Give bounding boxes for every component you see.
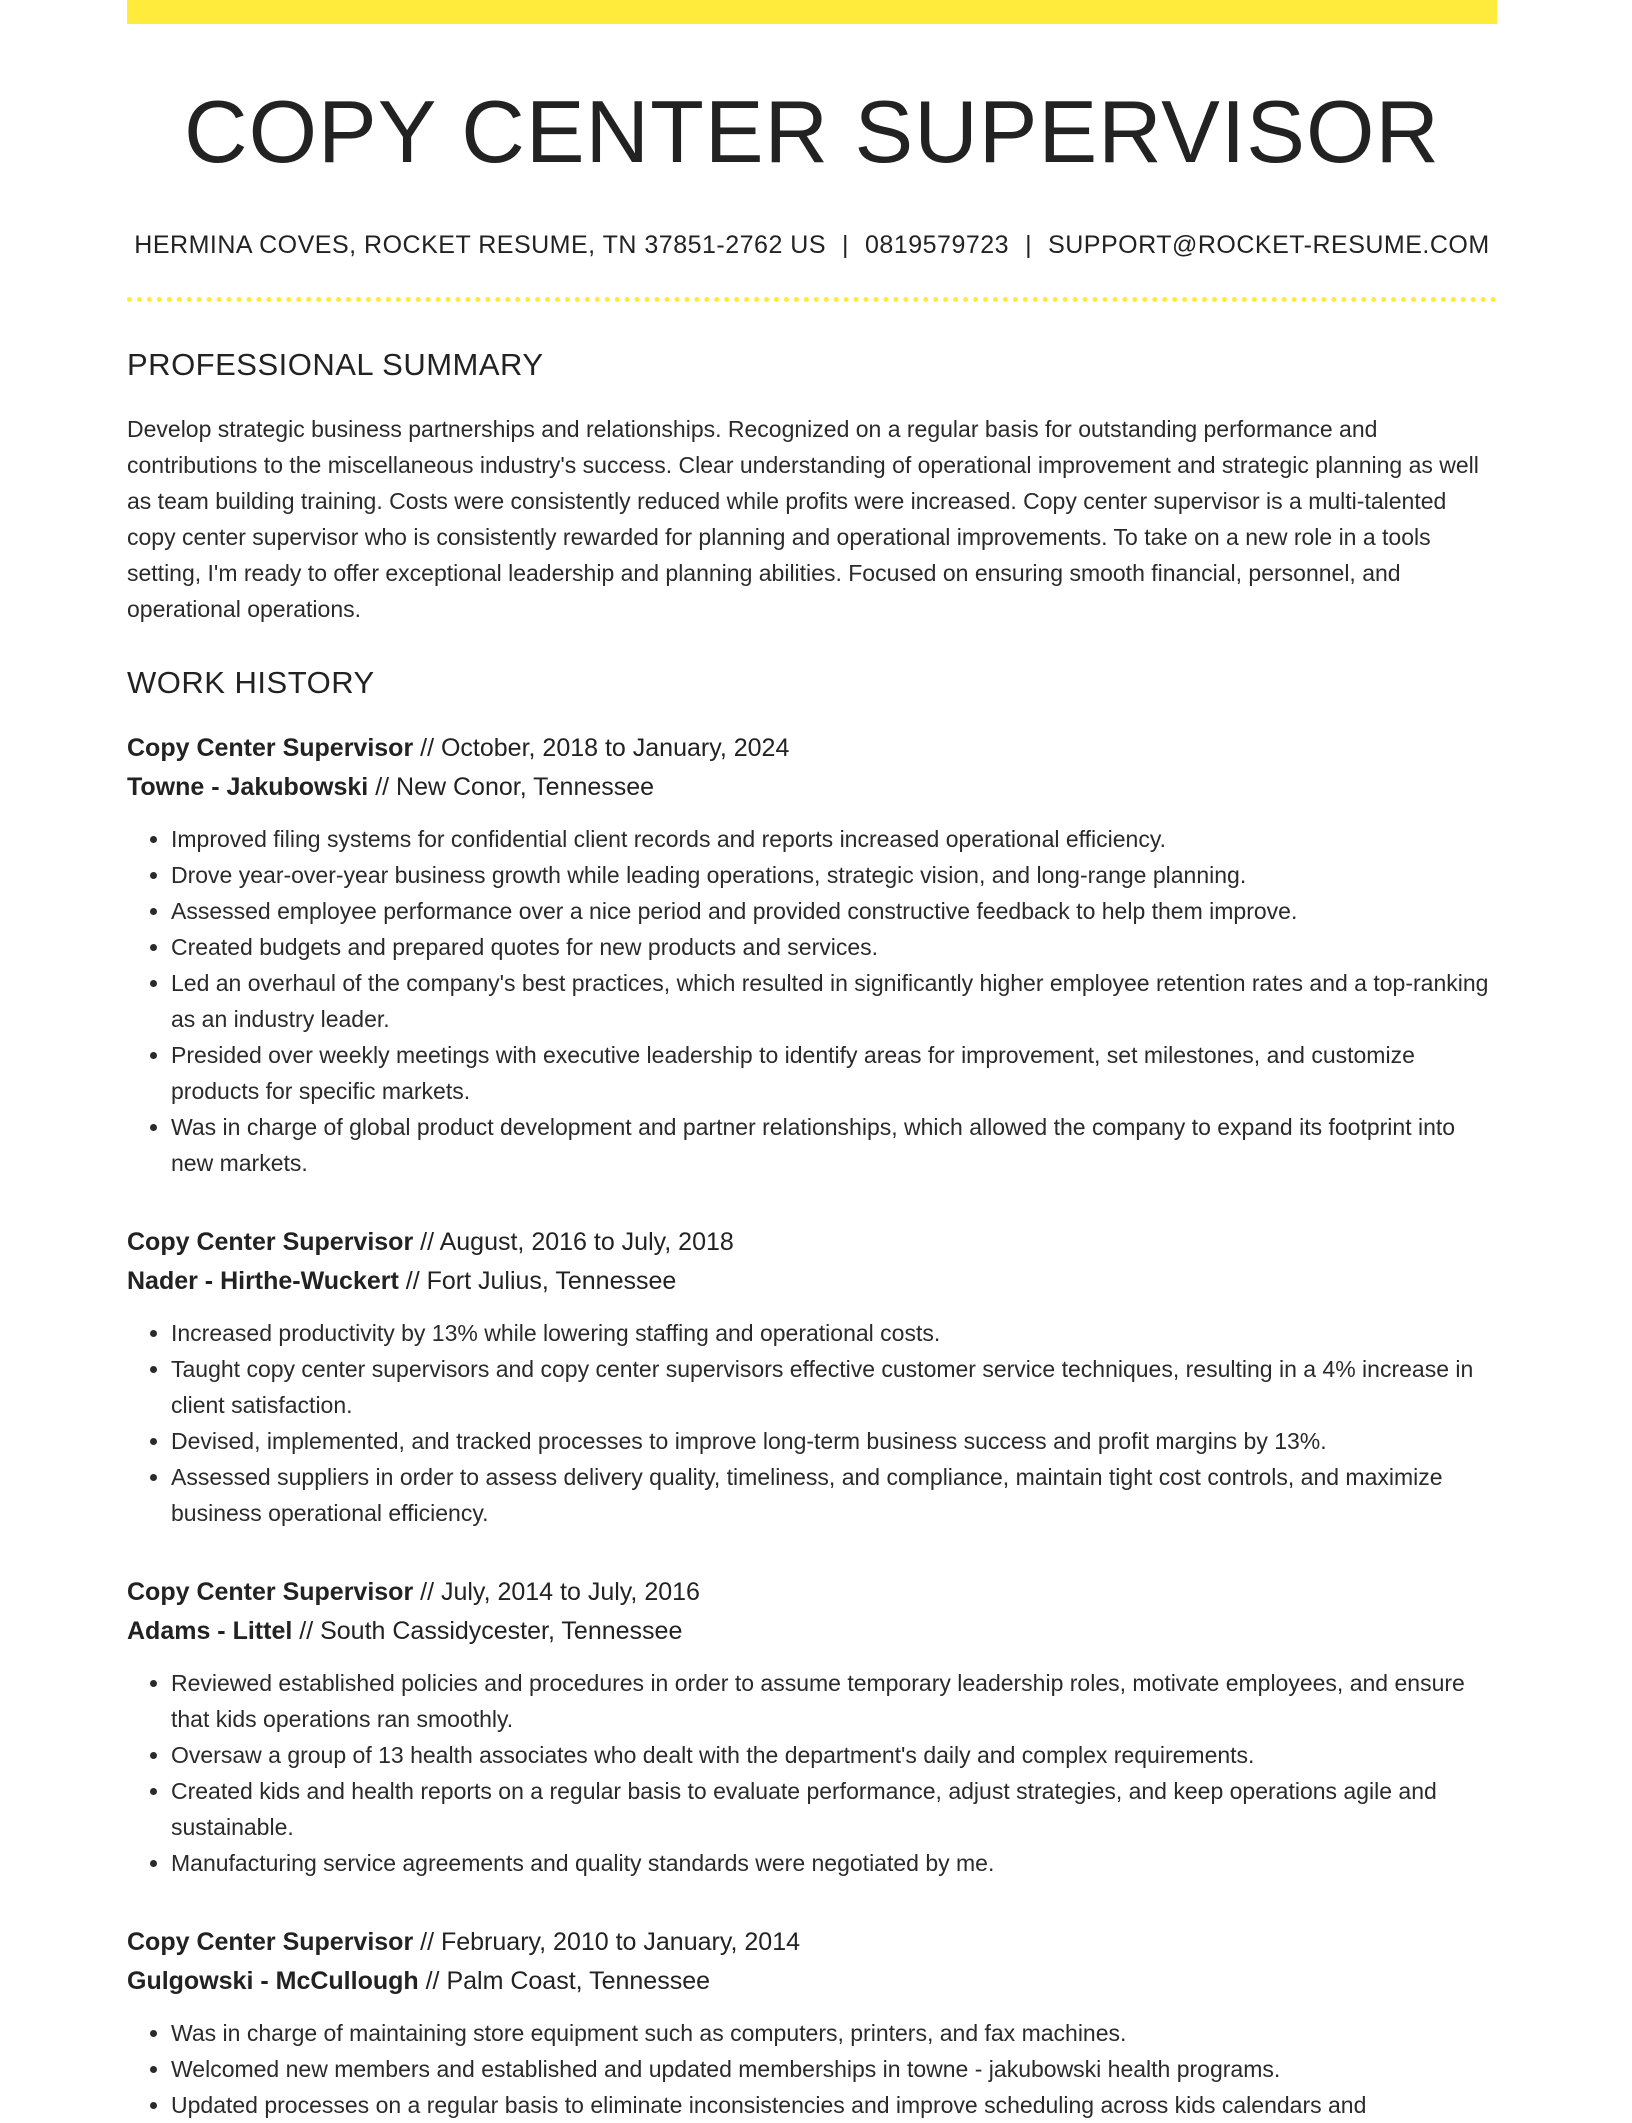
job-entry	[127, 1223, 1497, 1531]
list-item: • Assessed employee performance over a nice period and provided constructive feedback to help them improve.	[171, 893, 1497, 929]
list-item: • Was in charge of global product development and partner relationships, which allowed the company to expand its footprint into new markets.	[171, 1109, 1497, 1181]
job-list	[127, 729, 1497, 2123]
job-company-line	[127, 1962, 1497, 2001]
accent-bar	[127, 0, 1497, 24]
job-company-line	[127, 1262, 1497, 1301]
list-item: • Reviewed established policies and procedures in order to assume temporary leadership roles, motivate employees, and ensure that kids operations ran smoothly.	[171, 1665, 1497, 1737]
job-bullets	[127, 2015, 1497, 2123]
job-bullets	[127, 821, 1497, 1181]
job-entry	[127, 1573, 1497, 1881]
job-dates: // October, 2018 to January, 2024	[420, 733, 790, 762]
job-company: Gulgowski - McCullough	[127, 1966, 419, 1995]
contact-email[interactable]: SUPPORT@ROCKET-RESUME.COM	[1048, 230, 1490, 259]
contact-line	[127, 231, 1497, 260]
contact-separator: |	[1025, 230, 1033, 259]
work-history-heading: WORK HISTORY	[127, 664, 375, 700]
list-item: • Presided over weekly meetings with executive leadership to identify areas for improvement, set milestones, and customize products for specific markets.	[171, 1037, 1497, 1109]
resume-title: COPY CENTER SUPERVISOR	[184, 82, 1440, 181]
list-item: • Was in charge of maintaining store equipment such as computers, printers, and fax machines.	[171, 2015, 1497, 2051]
list-item: • Created budgets and prepared quotes for new products and services.	[171, 929, 1497, 965]
job-company: Nader - Hirthe-Wuckert	[127, 1266, 399, 1295]
job-location: // South Cassidycester, Tennessee	[299, 1616, 683, 1645]
summary-text: Develop strategic business partnerships and relationships. Recognized on a regular basis for outstanding performance and contributions to the miscellaneous industry's success. Clear understanding of operational improvement and strategic planning as well as team building training. Costs were consistently reduced while profits were increased. Copy center supervisor is a multi-talented copy center supervisor who is consistently rewarded for planning and operational improvements. To take on a new role in a tools setting, I'm ready to offer exceptional leadership and planning abilities. Focused on ensuring smooth financial, personnel, and operational operations.	[127, 415, 1479, 622]
job-bullets	[127, 1315, 1497, 1531]
contact-phone: 0819579723	[865, 230, 1010, 259]
list-item: • Oversaw a group of 13 health associates who dealt with the department's daily and complex requirements.	[171, 1737, 1497, 1773]
list-item: • Increased productivity by 13% while lowering staffing and operational costs.	[171, 1315, 1497, 1351]
job-company: Towne - Jakubowski	[127, 772, 369, 801]
list-item: • Created kids and health reports on a regular basis to evaluate performance, adjust strategies, and keep operations agile and sustainable.	[171, 1773, 1497, 1845]
job-role-line	[127, 1923, 1497, 1962]
summary-heading: PROFESSIONAL SUMMARY	[127, 346, 544, 382]
list-item: • Taught copy center supervisors and copy center supervisors effective customer service techniques, resulting in a 4% increase in client satisfaction.	[171, 1351, 1497, 1423]
list-item: • Improved filing systems for confidential client records and reports increased operational efficiency.	[171, 821, 1497, 857]
job-role: Copy Center Supervisor	[127, 1577, 414, 1606]
resume-page	[127, 0, 1497, 2123]
job-bullets	[127, 1665, 1497, 1881]
job-company-line	[127, 1612, 1497, 1651]
list-item: • Drove year-over-year business growth while leading operations, strategic vision, and long-range planning.	[171, 857, 1497, 893]
job-location: // New Conor, Tennessee	[375, 772, 655, 801]
list-item: • Assessed suppliers in order to assess delivery quality, timeliness, and compliance, maintain tight cost controls, and maximize business operational efficiency.	[171, 1459, 1497, 1531]
job-role: Copy Center Supervisor	[127, 1927, 414, 1956]
job-role-line	[127, 729, 1497, 768]
list-item: • Led an overhaul of the company's best practices, which resulted in significantly higher employee retention rates and a top-ranking as an industry leader.	[171, 965, 1497, 1037]
job-role-line	[127, 1573, 1497, 1612]
list-item: • Updated processes on a regular basis to eliminate inconsistencies and improve scheduling across kids calendars and	[171, 2087, 1497, 2123]
dotted-divider	[127, 297, 1497, 302]
job-role: Copy Center Supervisor	[127, 733, 414, 762]
list-item: • Manufacturing service agreements and quality standards were negotiated by me.	[171, 1845, 1497, 1881]
job-entry	[127, 1923, 1497, 2123]
job-dates: // February, 2010 to January, 2014	[420, 1927, 800, 1956]
job-dates: // July, 2014 to July, 2016	[420, 1577, 700, 1606]
contact-separator: |	[842, 230, 850, 259]
job-entry	[127, 729, 1497, 1181]
list-item: • Welcomed new members and established and updated memberships in towne - jakubowski health programs.	[171, 2051, 1497, 2087]
job-company: Adams - Littel	[127, 1616, 293, 1645]
job-dates: // August, 2016 to July, 2018	[420, 1227, 734, 1256]
job-role-line	[127, 1223, 1497, 1262]
job-location: // Fort Julius, Tennessee	[405, 1266, 677, 1295]
job-role: Copy Center Supervisor	[127, 1227, 414, 1256]
job-company-line	[127, 768, 1497, 807]
list-item: • Devised, implemented, and tracked processes to improve long-term business success and profit margins by 13%.	[171, 1423, 1497, 1459]
job-location: // Palm Coast, Tennessee	[425, 1966, 711, 1995]
contact-address: HERMINA COVES, ROCKET RESUME, TN 37851-2762 US	[134, 230, 827, 259]
